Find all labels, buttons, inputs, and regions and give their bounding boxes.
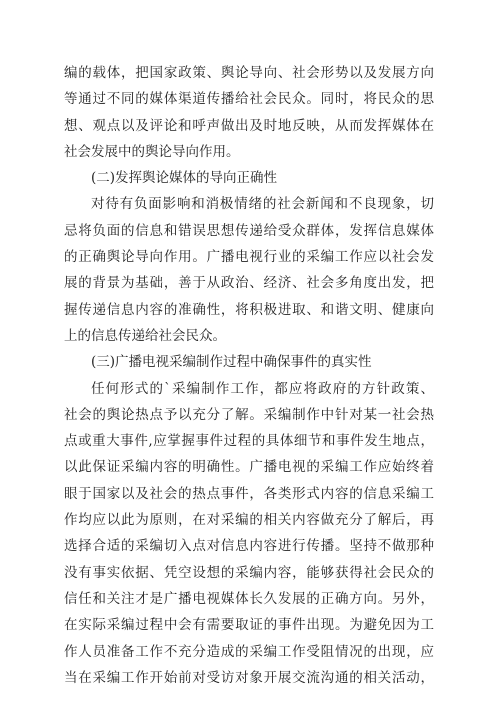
text-line: 以此保证采编内容的明确性。广播电视的采编工作应始终着: [64, 459, 434, 476]
text-line: 社会的舆论热点予以充分了解。采编制作中针对某一社会热: [64, 406, 434, 423]
paragraph-3: [64, 376, 434, 692]
text-line: 握传递信息内容的准确性，将积极进取、和谐文明、健康向: [64, 301, 434, 318]
text-line: 当在采编工作开始前对受访对象开展交流沟通的相关活动，: [64, 669, 434, 686]
text-line: 点或重大事件,应掌握事件过程的具体细节和事件发生地点，: [64, 433, 434, 450]
text-line: 作人员准备工作不充分造成的采编工作受阻情况的出现，应: [64, 643, 434, 660]
text-line: 任何形式的`采编制作工作，都应将政府的方针政策、: [91, 380, 434, 397]
text-line: 上的信息传递给社会民众。: [64, 327, 226, 344]
text-line: 等通过不同的媒体渠道传播给社会民众。同时，将民众的思: [64, 91, 434, 108]
text-line: 信任和关注才是广播电视媒体长久发展的正确方向。另外，: [64, 590, 434, 607]
text-line: 对待有负面影响和消极情绪的社会新闻和不良现象，切: [91, 196, 434, 213]
text-line: 忌将负面的信息和错误思想传递给受众群体，发挥信息媒体: [64, 222, 434, 239]
text-line: 想、观点以及评论和呼声做出及时地反映，从而发挥媒体在: [64, 117, 434, 134]
text-line: 在实际采编过程中会有需要取证的事件出现。为避免因为工: [64, 617, 434, 634]
document-body: [64, 60, 434, 691]
text-line: 社会发展中的舆论导向作用。: [64, 143, 240, 160]
text-line: 眼于国家以及社会的热点事件，各类形式内容的信息采编工: [64, 485, 434, 502]
text-line: 展的背景为基础，善于从政治、经济、社会多角度出发，把: [64, 275, 434, 292]
text-line: 作均应以此为原则，在对采编的相关内容做充分了解后，再: [64, 512, 434, 529]
text-line: 选择合适的采编切入点对信息内容进行传播。坚持不做那种: [64, 538, 434, 555]
text-line: 编的载体，把国家政策、舆论导向、社会形势以及发展方向: [64, 65, 434, 81]
paragraph-2: [64, 191, 434, 349]
text-line: 没有事实依据、凭空设想的采编内容，能够获得社会民众的: [64, 564, 434, 581]
text-line: 的正确舆论导向作用。广播电视行业的采编工作应以社会发: [64, 249, 434, 266]
paragraph-1: [64, 60, 434, 165]
section-heading-3: (三)广播电视采编制作过程中确保事件的真实性: [91, 354, 372, 371]
section-heading-2: (二)发挥舆论媒体的导向正确性: [91, 170, 278, 187]
